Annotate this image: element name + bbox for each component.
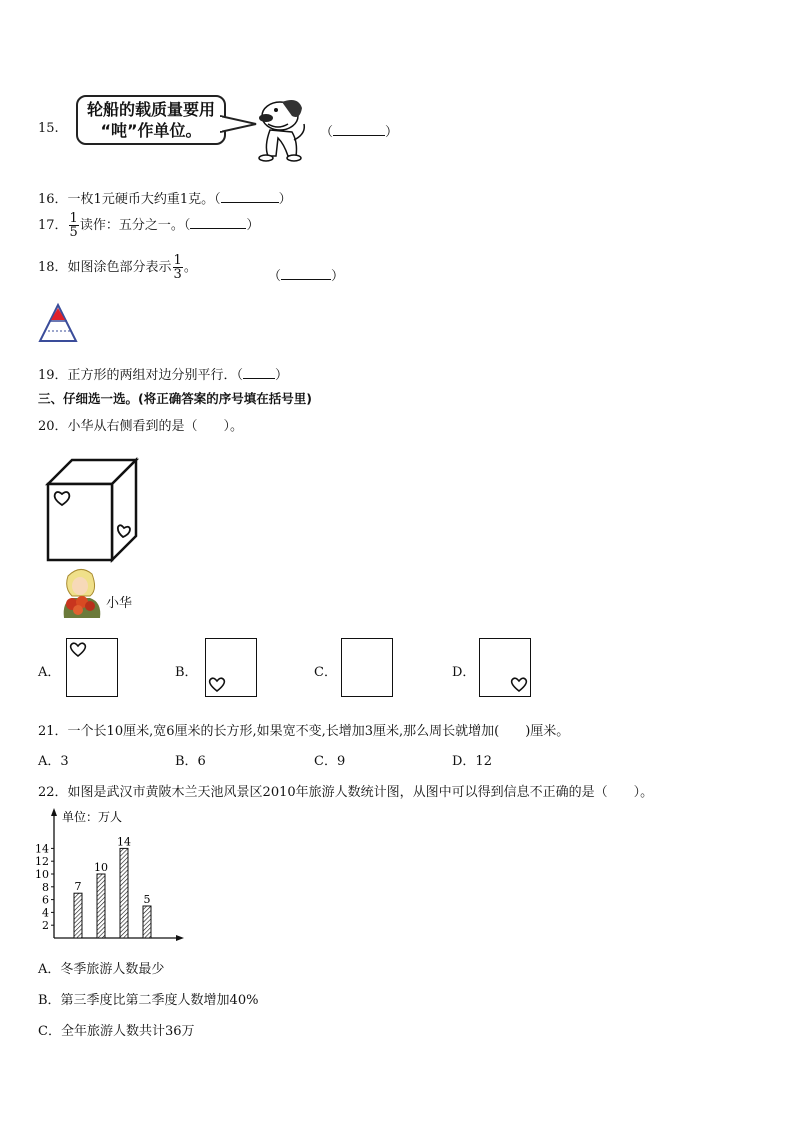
heart-top-left-icon bbox=[69, 641, 87, 659]
cube-figure-icon bbox=[44, 456, 140, 564]
y-tick-label: 6 bbox=[42, 893, 49, 907]
q22-option-b[interactable]: B．第三季度比第二季度人数增加40% bbox=[38, 993, 259, 1008]
q20-option-a-label[interactable]: A． bbox=[38, 665, 61, 680]
q22-option-a[interactable]: A．冬季旅游人数最少 bbox=[38, 962, 165, 977]
y-tick-label: 4 bbox=[42, 906, 49, 920]
q18-answer[interactable]: （ ） bbox=[268, 269, 345, 284]
bar-4 bbox=[143, 906, 151, 938]
q20-text: 20．小华从右侧看到的是（ ）。 bbox=[38, 419, 244, 434]
bar-3 bbox=[120, 848, 128, 938]
chart-title: 单位：万人 bbox=[62, 810, 123, 824]
q20-option-b-label[interactable]: B． bbox=[175, 665, 198, 680]
q19: 19．正方形的两组对边分别平行．（ ） bbox=[38, 368, 289, 383]
section-3-title: 三、仔细选一选。(将正确答案的序号填在括号里) bbox=[38, 391, 312, 406]
q16: 16．一枚1元硬币大约重1克。（ ） bbox=[38, 192, 292, 207]
q18-text: 18．如图涂色部分表示 bbox=[38, 260, 172, 275]
tourist-bar-chart bbox=[30, 806, 200, 946]
q20-option-c-box[interactable] bbox=[341, 638, 393, 697]
y-tick-label: 2 bbox=[42, 919, 49, 933]
bar-value-label: 7 bbox=[74, 880, 82, 894]
heart-bottom-right-icon bbox=[510, 676, 528, 694]
y-tick-label: 12 bbox=[35, 855, 49, 869]
q15-answer[interactable]: （ ） bbox=[320, 125, 399, 140]
q21-text: 21．一个长10厘米,宽6厘米的长方形,如果宽不变,长增加3厘米,那么周长就增加( )厘米。 bbox=[38, 724, 570, 739]
q20-option-d-box[interactable] bbox=[479, 638, 531, 697]
bubble-line-1: 轮船的载质量要用 bbox=[86, 100, 215, 119]
q15-number: 15. bbox=[38, 121, 59, 136]
q22-text: 22．如图是武汉市黄陂木兰天池风景区2010年旅游人数统计图，从图中可以得到信息不正确的是（ ）。 bbox=[38, 785, 654, 800]
q21-option-a[interactable]: A．3 bbox=[38, 754, 69, 769]
q17-blank[interactable] bbox=[190, 217, 246, 229]
bubble-line-2: “吨”作单位。 bbox=[100, 121, 202, 140]
x-axis-arrow-icon bbox=[176, 935, 184, 941]
q19-text: 19．正方形的两组对边分别平行．（ bbox=[38, 368, 244, 383]
fraction-one-fifth: $\frac{1}{5}$ bbox=[69, 211, 78, 240]
q21-option-d[interactable]: D．12 bbox=[452, 754, 492, 769]
speech-bubble bbox=[76, 95, 226, 145]
q16-blank[interactable] bbox=[221, 191, 279, 203]
q19-blank[interactable] bbox=[243, 367, 275, 379]
q20-option-c-label[interactable]: C． bbox=[314, 665, 337, 680]
q20-option-d-label[interactable]: D． bbox=[452, 665, 476, 680]
q22-option-c[interactable]: C．全年旅游人数共计36万 bbox=[38, 1024, 195, 1039]
q16-text: 16．一枚1元硬币大约重1克。（ bbox=[38, 192, 221, 207]
bar-value-label: 5 bbox=[143, 893, 151, 906]
bar-2 bbox=[97, 874, 105, 938]
triangle-figure-icon bbox=[36, 302, 80, 344]
y-axis-arrow-icon bbox=[51, 808, 57, 816]
q21-option-b[interactable]: B．6 bbox=[175, 754, 206, 769]
y-tick-label: 10 bbox=[35, 868, 49, 881]
bar-1 bbox=[74, 893, 82, 938]
fraction-one-third: $\frac{1}{3}$ bbox=[173, 253, 182, 282]
bar-value-label: 14 bbox=[117, 835, 131, 849]
q20-option-a-box[interactable] bbox=[66, 638, 118, 697]
y-tick-label: 14 bbox=[35, 842, 49, 856]
heart-bottom-left-icon bbox=[208, 676, 226, 694]
cartoon-dog-icon bbox=[254, 94, 312, 164]
q21-option-c[interactable]: C．9 bbox=[314, 754, 346, 769]
q20-option-b-box[interactable] bbox=[205, 638, 257, 697]
y-tick-label: 8 bbox=[42, 880, 49, 894]
bar-value-label: 10 bbox=[94, 861, 108, 874]
q18: 18．如图涂色部分表示 $\frac{1}{3}$ 。 bbox=[38, 253, 197, 282]
girl-avatar-icon bbox=[58, 566, 104, 618]
q17-text: 读作：五分之一。（ bbox=[79, 218, 191, 233]
person-label: 小华 bbox=[106, 596, 133, 611]
q17: 17． $\frac{1}{5}$ 读作：五分之一。（ ） bbox=[38, 211, 260, 240]
